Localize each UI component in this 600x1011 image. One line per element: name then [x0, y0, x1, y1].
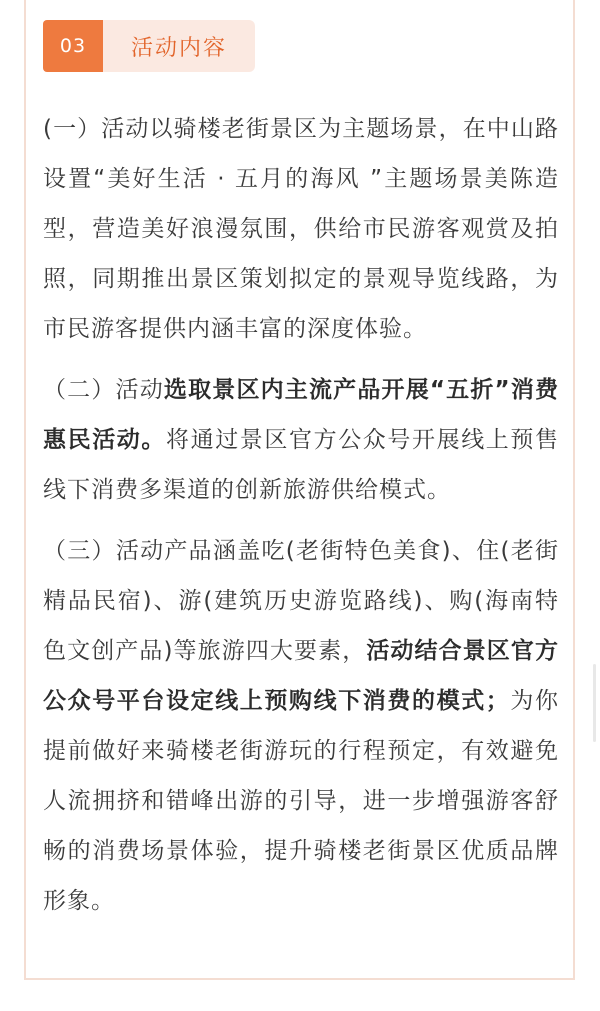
paragraph-3-tail: 为你提前做好来骑楼老街游玩的行程预定，有效避免人流拥挤和错峰出游的引导，进一步增强游客舒畅的消费场景体验，提升骑楼老街景区优质品牌形象。 [43, 688, 560, 914]
paragraph-2 [43, 365, 559, 515]
section-title: 活动内容 [103, 20, 255, 72]
paragraph-1-text: (一）活动以骑楼老街景区为主题场景，在中山路设置“美好生活 · 五月的海风 ”主题场景美陈造型，营造美好浪漫氛围，供给市民游客观赏及拍照，同期推出景区策划拟定的景观导览线路，为市民游客提供内涵丰富的深度体验。 [43, 116, 559, 342]
paragraph-3-lead: （三）活动产品涵盖吃(老街特色美食)、住(老街精品民宿)、游(建筑历史游览路线)、购(海南特色文创产品)等旅游四大要素， [43, 538, 559, 664]
paragraph-2-tail: 将通过景区官方公众号开展线上预售线下消费多渠道的创新旅游供给模式。 [43, 427, 560, 503]
paragraph-2-highlight: 选取景区内主流产品开展“五折”消费惠民活动。 [43, 377, 560, 453]
paragraph-1 [43, 104, 559, 354]
scroll-indicator[interactable] [593, 664, 596, 742]
section-number-badge: 03 [43, 20, 103, 72]
article-body [43, 104, 559, 926]
paragraph-3-highlight: 活动结合景区官方公众号平台设定线上预购线下消费的模式； [43, 638, 560, 714]
section-header [43, 20, 255, 72]
paragraph-2-lead: （二）活动 [43, 377, 164, 403]
paragraph-3 [43, 526, 559, 926]
